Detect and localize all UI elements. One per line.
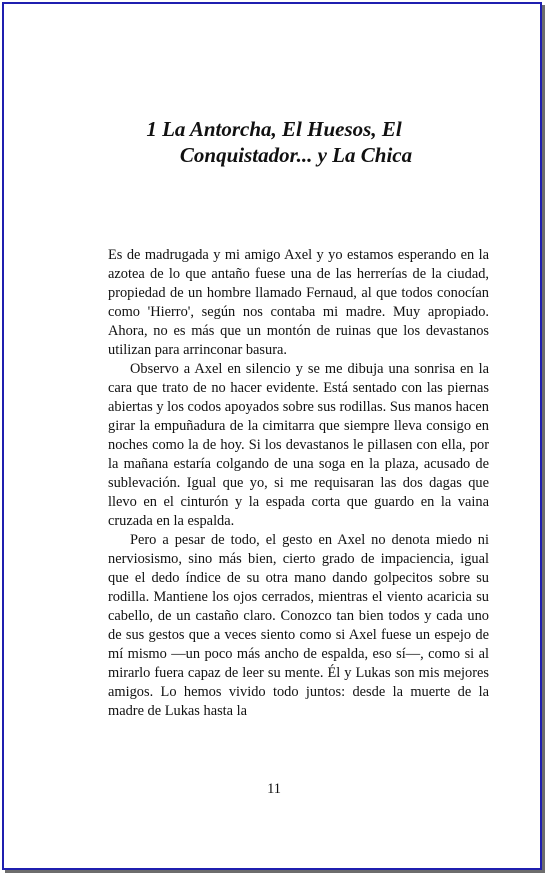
chapter-body [108,246,489,721]
paragraph: Observo a Axel en silencio y se me dibuja una sonrisa en la cara que trato de no hacer evidente. Está sentado con las piernas abiertas y los codos apoyados sobre sus rodillas. Sus manos hacen girar la empuñadura de la cimitarra que siempre lleva consigo en noches como la de hoy. Si los devastanos le pillasen con ella, por la mañana estaría colgando de una soga en la plaza, acusado de sublevación. Igual que yo, si me requisaran las dos dagas que llevo en el cinturón y la espada corta que guardo en la vaina cruzada en la espalda. [108,361,489,529]
chapter-title-line-1: 1 La Antorcha, El Huesos, El [146,117,402,141]
book-page [2,2,542,870]
paragraph: Pero a pesar de todo, el gesto en Axel no denota miedo ni nerviosismo, sino más bien, cierto grado de impaciencia, igual que el dedo índice de su otra mano dando golpecitos sobre su rodilla. Mantiene los ojos cerrados, mientras el viento acaricia su cabello, de un castaño claro. Conozco tan bien todos y cada uno de sus gestos que a veces siento como si Axel fuese un espejo de mí mismo —un poco más ancho de espalda, eso sí—, como si al mirarlo fuera capaz de leer su mente. Él y Lukas son mis mejores amigos. Lo hemos vivido todo juntos: desde la muerte de la madre de Lukas hasta la [108,532,489,719]
chapter-title [44,116,504,168]
page-number: 11 [267,781,281,797]
paragraph: Es de madrugada y mi amigo Axel y yo estamos esperando en la azotea de lo que antaño fuese una de las herrerías de la ciudad, propiedad de un hombre llamado Fernaud, al que todos conocían como 'Hierro', según nos contaba mi madre. Muy apropiado. Ahora, no es más que un montón de ruinas que los devastanos utilizan para arrinconar basura. [108,247,489,358]
chapter-title-line-2: Conquistador... y La Chica [179,143,413,167]
